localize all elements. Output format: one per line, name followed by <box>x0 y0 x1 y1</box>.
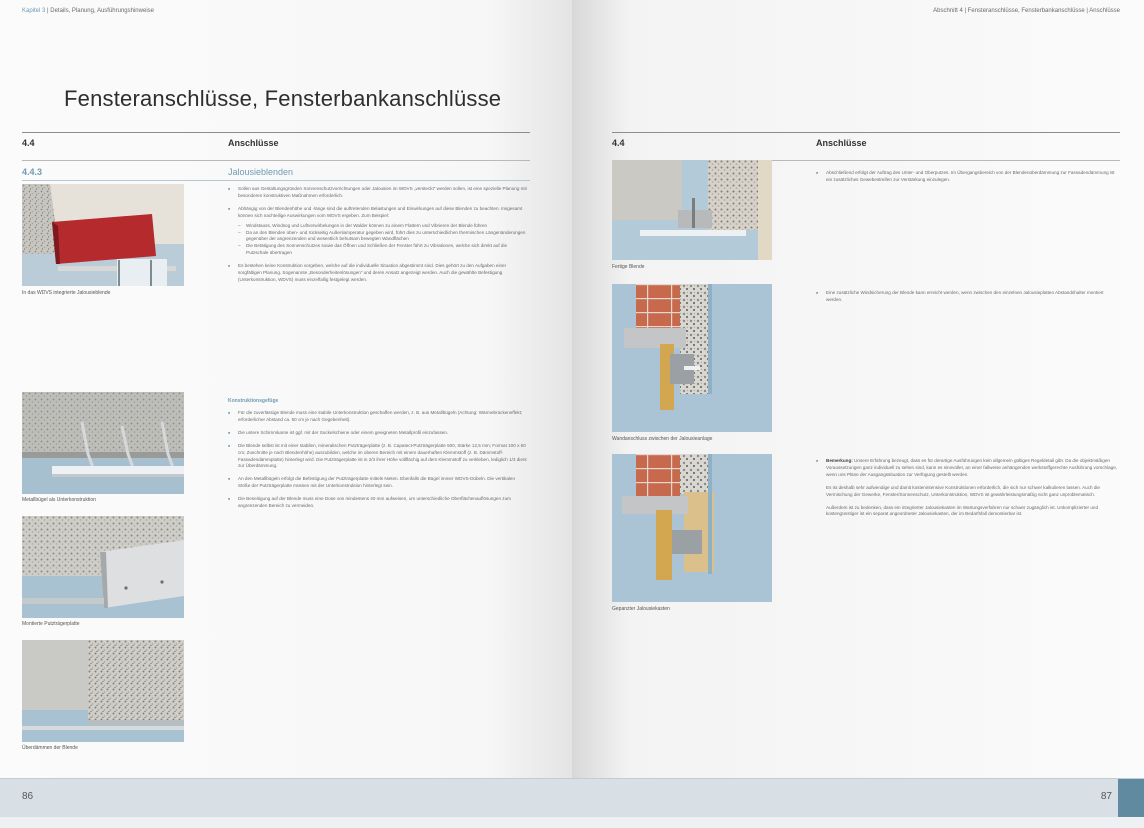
page-title: Fensteranschlüsse, Fensterbankanschlüsse <box>64 86 502 111</box>
caption-metal-brackets: Metallbügel als Unterkonstruktion <box>22 497 96 503</box>
bullet: ■ Die Blende selbst ist mit einer stabilen, mineralischen Putzträgerplatte (z. B. Capatect-Putzträgerplatte 500, Stärke 12,5 mm; Format 100 x 60 cm; Zuschnitte je nach Blendenhöhe) auszubilden, welche im oberen Bereich mit einem dauerhaften Klemmstoff (z. B. Dämmstoff-Fassadendämmplatte) hinterlegt wird. Die Putzträgerplatte ist in 2/3 ihrer Höhe vollflächig auf dem Klemmstoff zu verkleben, lediglich 1/3 dient zur Überdämmung. <box>228 443 528 471</box>
note-text: Unsere Erfahrung bezeugt, dass es für derartige Ausführungen kein allgemein gültiges Regeldetail gibt. Da die objektmäßigen Voraussetzungen ganz individuell zu sehen sind, kann es sinnvoller, an einer fallweise anhängenden werkstoffgerechte Ausführung vorschlage, wenn uns Pläne der Ausgangssituation zur Verfügung gestellt werden. <box>826 458 1118 477</box>
caption-finished-blind: Fertige Blende <box>612 264 645 270</box>
section-number: 4.4 <box>612 138 625 148</box>
sub-bullet: – Windstauss, Windsog und Luftverwirbelungen in der Walder können zu einem Flattern und Vibrieren der Blende führen <box>228 223 528 230</box>
bullet: ■ Die untere Schimmkante ist ggf. mit der Sockelschiene oder einem geeigneten Metallprofil einzufassen. <box>228 430 528 437</box>
right-text-block-2 <box>816 290 1118 310</box>
left-running-head <box>22 8 154 14</box>
bullet: ■ Die Beseitigung auf der Blende muss eine Dose von mindestens 40 mm aufweisen, um unterschiedliche Oberflächenauflösungen zum angrenzenden Bereich zu vermeiden. <box>228 496 528 510</box>
bullet: ■ An den Metallbügeln erfolgt die Befestigung der Putzträgerplatte mittels Nieten. Ebenfalls die Bügel immer WDVS-Dübeln. Die vertikalen Stöße der Putzträgerplatte müssen mit der Unterkonstruktion hinterlegt sein. <box>228 476 528 490</box>
bullet: ■ Abschließend erfolgt der Auftrag des Unter- und Oberputzes. Im Übergangsbereich von der Blendenüberdämmung zur Fassadendämmung ist ein zusätzliches Gewebestreifen zur Verstärkung einzulegen. <box>816 170 1118 184</box>
photo-jalousie-box <box>612 454 772 602</box>
bullet: ■ Eine zusätzliche Windsicherung der Blende kann erreicht werden, wenn zwischen den einzelnen Jalousieplatten Abstandshalter montiert werden. <box>816 290 1118 304</box>
section-title: Anschlüsse <box>228 138 279 148</box>
section-rule <box>22 132 530 133</box>
photo-insulated-blind <box>22 640 184 742</box>
subsection-number: 4.4.3 <box>22 167 43 177</box>
section-number: 4.4 <box>22 138 35 148</box>
sub-bullet: – Da an den Blenden oben- und rückseitig Außenlamperatur gegeben wird, führt dies zu unterschiedlichen thermischen Längenänderungen gegenüber der angrenzenden und wesentlich behutsam bewegten Wandflächen <box>228 230 528 244</box>
bullet: ■ Abhängig von der Blendenhöhe und -länge sind die auftretenden Belastungen und Einwirkungen auf diese Blenden zu beachten. Insgesamt können sich nachteilige Auswirkungen vom WDVS ergeben. Zum Beispiel: <box>228 206 528 220</box>
caption-jalousie-box: Gepanzter Jalousiekasten <box>612 606 670 612</box>
sub-bullet: – Die Betätigung des Sonnenschutzes sowie das Öffnen und Schließen der Fenster führt zu Vibrationen, welche sich direkt auf die Putzschale übertragen <box>228 243 528 257</box>
right-running-head: Abschnitt 4 | Fensteranschlüsse, Fensterbankanschlüsse | Anschlüsse <box>933 8 1120 14</box>
photo-metal-brackets <box>22 392 184 494</box>
caption-wall-section: Wandanschluss zwischen der Jalousieanlage <box>612 436 713 442</box>
note-bullet <box>816 458 1118 479</box>
right-footer <box>572 778 1144 817</box>
paragraph: Außerdem ist zu bedenken, dass ein integrierter Jalousiekasten im Wartungsverfahren nur schwer zugänglich ist. Unkomplizierter und kostengünstiger ist ein separat angeordneter Jalousiekasten, der im Bedarfsfall demontierbar ist. <box>826 504 1099 517</box>
chapter-tab <box>1118 779 1144 817</box>
right-text-block-1 <box>816 170 1118 190</box>
bullet: ■ Für die zuverlässige Blende muss eine stabile Unterkonstruktion geschaffen werden, z. B. aus Metallbügeln (Achtung: Wärmebrückeneffekt; erforderlicher Abstand ca. 50 cm je nach Gegebenheit). <box>228 410 528 424</box>
caption-mounted-board: Montierte Putzträgerplatte <box>22 621 80 627</box>
caption-integrated-blind: In das WDVS integrierte Jalousieblende <box>22 290 111 296</box>
left-text-column-2 <box>228 410 528 516</box>
photo-finished-blind <box>612 160 772 260</box>
photo-integrated-blind <box>22 184 184 286</box>
right-page <box>572 0 1144 778</box>
paragraph: Es ist deshalb sehr aufwendige und damit kostenintensive Konstruktionen erforderlich, die sich nur schwer kalkulieren lassen. Auch die Vermischung der Gewerke, Fenster/Sonnenschutz, Unterkonstruktion, WDVS ist gewährleistungsmäßig nicht ganz unproblematisch. <box>826 484 1100 497</box>
left-text-column-1 <box>228 186 528 290</box>
running-head-text: | Details, Planung, Ausführungshinweise <box>45 8 154 14</box>
page-number-right: 87 <box>1100 791 1112 802</box>
subheading-construction: Konstruktionsgefüge <box>228 398 279 404</box>
section-rule <box>612 132 1120 133</box>
subsection-rule <box>22 180 530 181</box>
caption-insulated-blind: Überdämmen der Blende <box>22 745 78 751</box>
section-title: Anschlüsse <box>816 138 867 148</box>
running-head-chapter: Kapitel 3 <box>22 8 46 14</box>
section-rule-lower <box>22 160 530 161</box>
right-text-block-3 <box>816 458 1118 524</box>
subsection-title: Jalousieblenden <box>228 167 294 177</box>
bottom-strip <box>0 817 1144 828</box>
photo-wall-section <box>612 284 772 432</box>
photo-mounted-board <box>22 516 184 618</box>
bullet: ■ Es bestehen keine Konstruktion vorgeben, welche auf die individuelle Situation abgestimmt sind. Dies gehört zu den Aufgaben einer sorgfältigen Planung. Sogenannte „Besonderheitenlösungen“ und deren Ansatz angezeigt werden. Auch die gewählte Befestigung (Unterkonstruktion, WDVS) muss einzelfallig festgelegt werden. <box>228 263 528 284</box>
left-page <box>0 0 572 778</box>
note-label: Bemerkung: <box>826 458 853 463</box>
page-number-left: 86 <box>22 791 34 802</box>
left-footer <box>0 778 572 817</box>
bullet: ■ Sollen aus Gestaltungsgründen Sonnenschutzvorrichtungen oder Jalousien im WDVS „versteckt“ werden sollen, ist eine spezielle Planung mit besonderen konstruktiven Maßnahmen erforderlich. <box>228 186 528 200</box>
